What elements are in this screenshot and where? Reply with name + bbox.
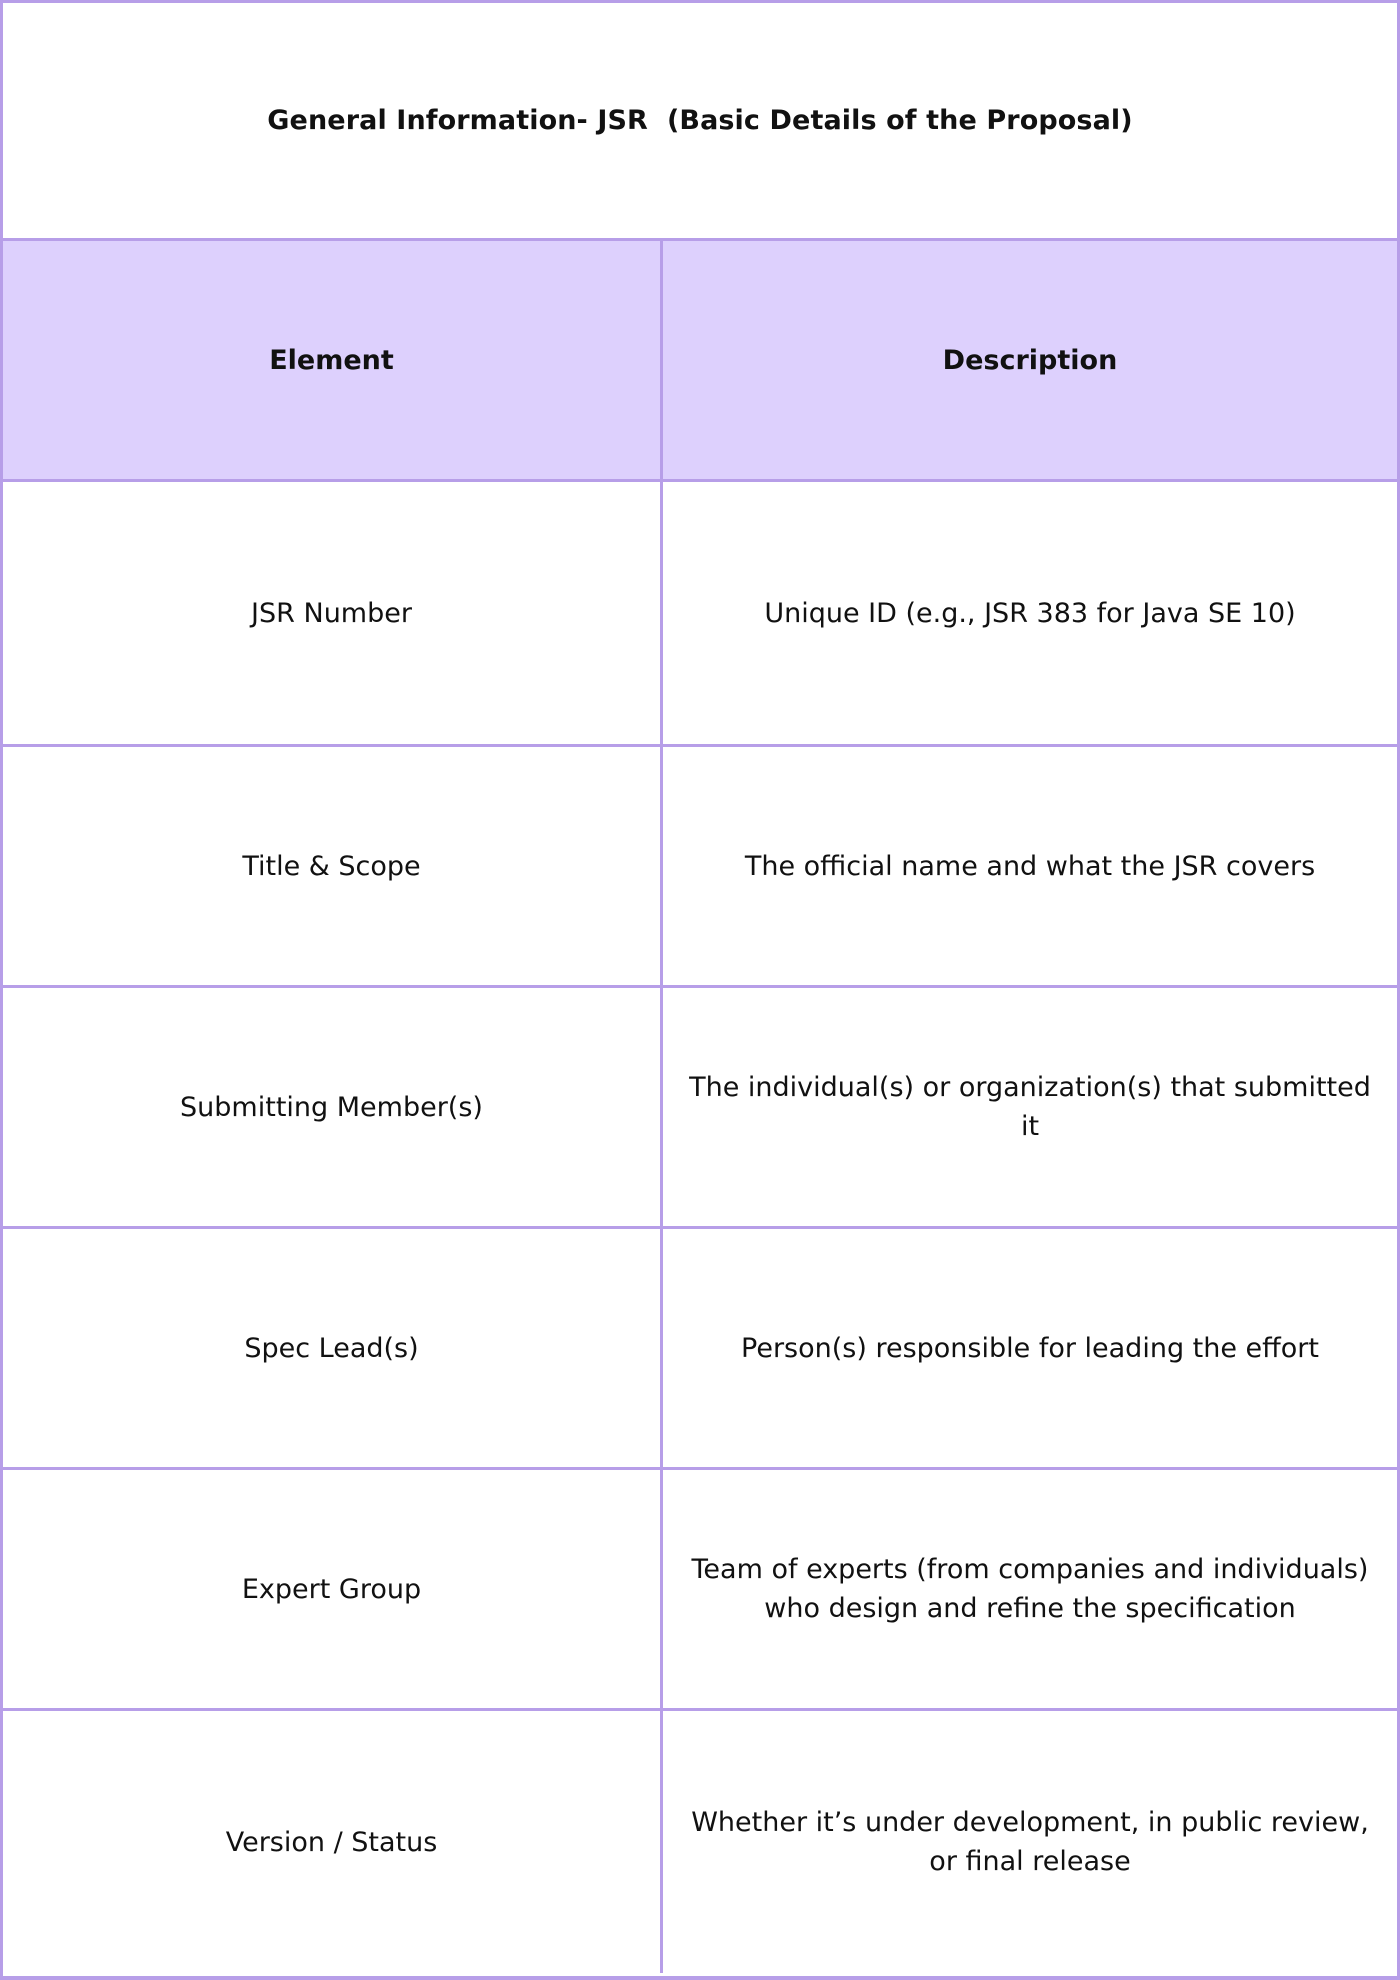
title-row: [3, 3, 1397, 241]
info-table: [3, 241, 1397, 1973]
element-cell: Version / Status: [3, 1711, 663, 1973]
description-cell: Team of experts (from companies and individuals) who design and refine the specification: [663, 1470, 1397, 1711]
element-cell: Expert Group: [3, 1470, 663, 1711]
element-cell: JSR Number: [3, 482, 663, 747]
description-cell: The individual(s) or organization(s) that submitted it: [663, 988, 1397, 1229]
element-cell: Spec Lead(s): [3, 1229, 663, 1470]
header-description: Description: [663, 241, 1397, 482]
header-element: Element: [3, 241, 663, 482]
description-cell: Whether it’s under development, in public review, or final release: [691, 1807, 1369, 1877]
element-cell: Submitting Member(s): [3, 988, 663, 1229]
element-cell: Title & Scope: [3, 747, 663, 988]
description-cell: The official name and what the JSR covers: [663, 747, 1397, 988]
description-cell: Unique ID (e.g., JSR 383 for Java SE 10): [663, 482, 1397, 747]
description-cell: Person(s) responsible for leading the effort: [663, 1229, 1397, 1470]
table-title: General Information- JSR (Basic Details of the Proposal): [267, 105, 1133, 136]
